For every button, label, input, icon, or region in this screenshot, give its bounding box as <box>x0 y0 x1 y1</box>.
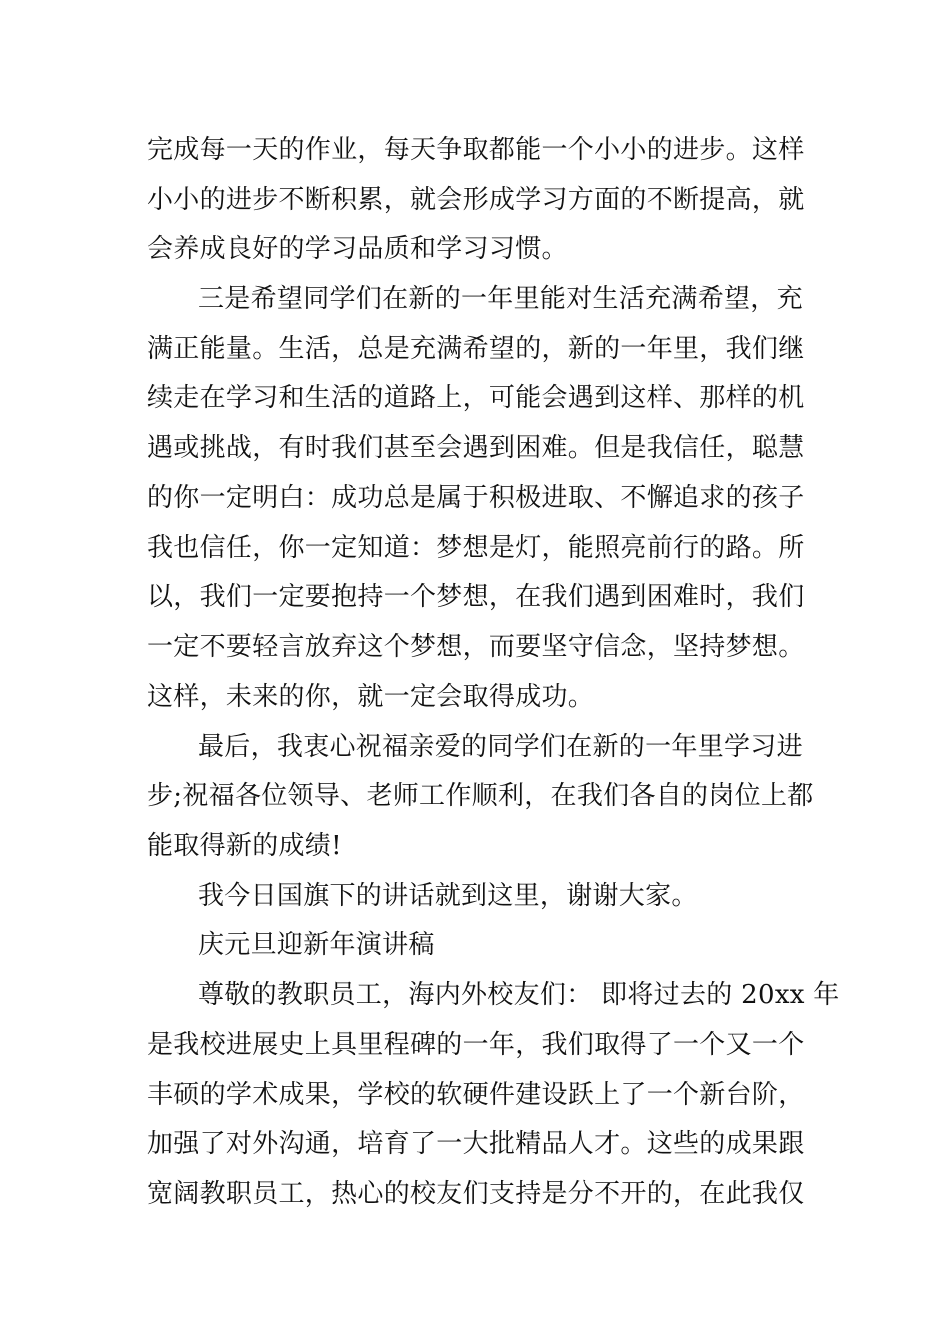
text-line: 满正能量。生活，总是充满希望的，新的一年里，我们继 <box>147 334 805 364</box>
text-line: 丰硕的学术成果，学校的软硬件建设跃上了一个新台阶， <box>147 1080 805 1110</box>
text-line: 加强了对外沟通，培育了一大批精品人才。这些的成果跟 <box>147 1129 805 1159</box>
text-line: 步;祝福各位领导、老师工作顺利，在我们各自的岗位上都 <box>147 781 814 811</box>
text-line: 的你一定明白：成功总是属于积极进取、不懈追求的孩子 <box>147 483 805 513</box>
text-line: 这样，未来的你，就一定会取得成功。 <box>147 682 595 712</box>
text-line: 续走在学习和生活的道路上，可能会遇到这样、那样的机 <box>147 383 805 413</box>
text-line: 尊敬的教职员工，海内外校友们： 即将过去的 20xx 年 <box>198 980 840 1010</box>
text-line: 三是希望同学们在新的一年里能对生活充满希望，充 <box>198 284 803 314</box>
section-heading: 庆元旦迎新年演讲稿 <box>198 930 435 960</box>
text-line: 能取得新的成绩! <box>147 831 342 861</box>
text-line: 遇或挑战，有时我们甚至会遇到困难。但是我信任，聪慧 <box>147 433 805 463</box>
text-line: 宽阔教职员工，热心的校友们支持是分不开的，在此我仅 <box>147 1179 805 1209</box>
text-line: 是我校进展史上具里程碑的一年，我们取得了一个又一个 <box>147 1030 805 1060</box>
text-line: 最后，我衷心祝福亲爱的同学们在新的一年里学习进 <box>198 732 803 762</box>
text-line: 我也信任，你一定知道：梦想是灯，能照亮前行的路。所 <box>147 533 805 563</box>
text-line: 一定不要轻言放弃这个梦想，而要坚守信念，坚持梦想。 <box>147 632 805 662</box>
text-line: 我今日国旗下的讲话就到这里，谢谢大家。 <box>198 881 698 911</box>
text-line: 小小的进步不断积累，就会形成学习方面的不断提高，就 <box>147 185 805 215</box>
text-line: 会养成良好的学习品质和学习习惯。 <box>147 234 568 264</box>
text-line: 完成每一天的作业，每天争取都能一个小小的进步。这样 <box>147 135 805 165</box>
text-line: 以，我们一定要抱持一个梦想，在我们遇到困难时，我们 <box>147 582 805 612</box>
